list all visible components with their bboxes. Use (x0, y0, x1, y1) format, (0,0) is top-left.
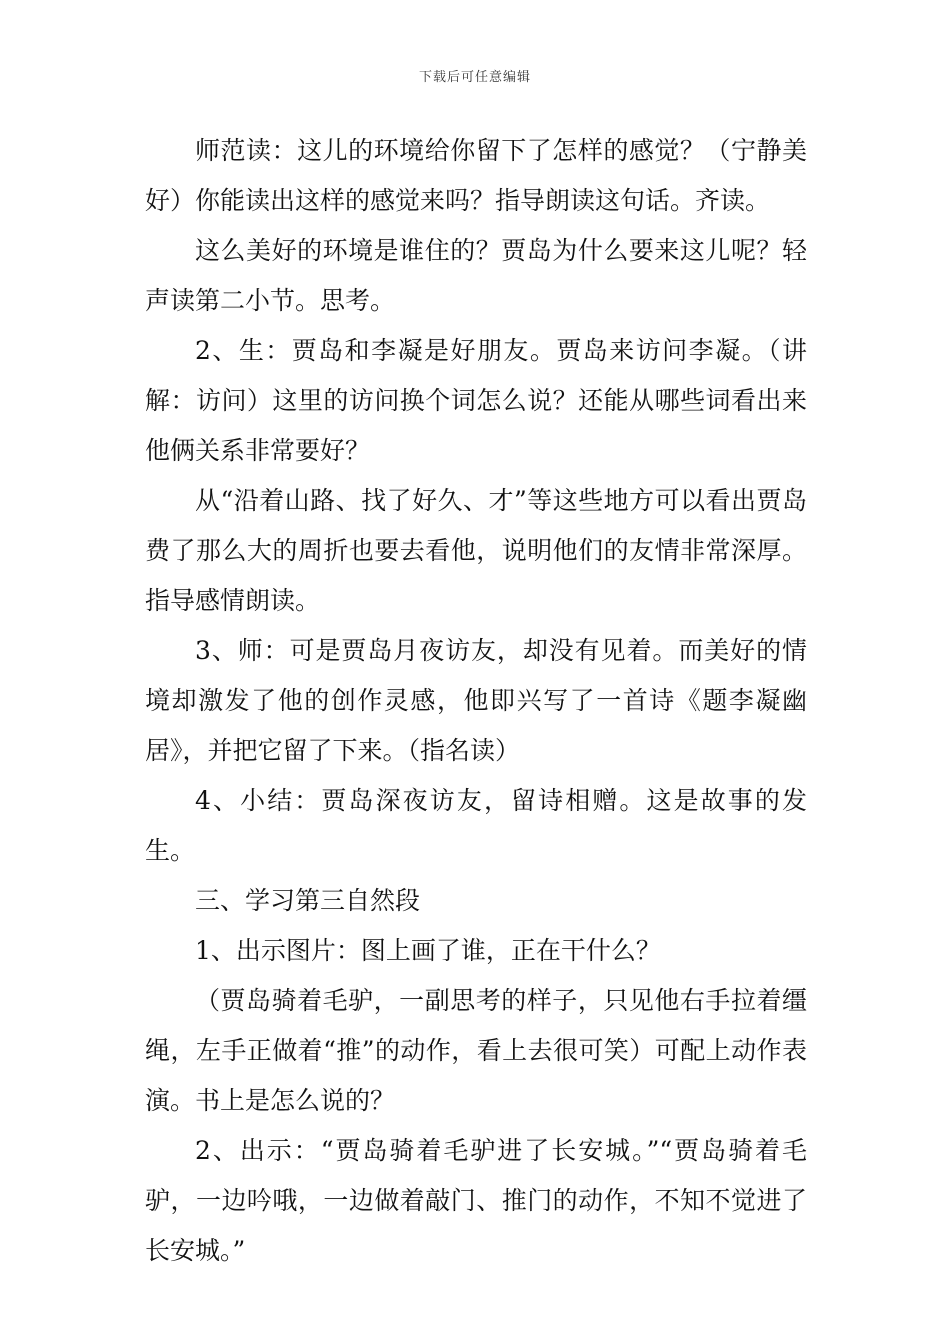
paragraph-show-quotes: 2、出示：“贾岛骑着毛驴进了长安城。”“贾岛骑着毛驴，一边吟哦，一边做着敲门、推门的动作，不知不觉进了长安城。” (145, 1136, 807, 1265)
section-heading: 三、学习第三自然段 (195, 886, 421, 915)
paragraph-teacher-reading: 师范读：这儿的环境给你留下了怎样的感觉？（宁静美好）你能读出这样的感觉来吗？指导朗读这句话。齐读。 (145, 136, 807, 215)
paragraph-poem: 3、师：可是贾岛月夜访友，却没有见着。而美好的情境却激发了他的创作灵感，他即兴写了一首诗《题李凝幽居》，并把它留了下来。（指名读） (145, 636, 807, 765)
paragraph-picture-description: （贾岛骑着毛驴，一副思考的样子，只见他右手拉着缰绳，左手正做着“推”的动作，看上去很可笑）可配上动作表演。书上是怎么说的？ (145, 986, 807, 1115)
paragraph-summary: 4、小结：贾岛深夜访友，留诗相赠。这是故事的发生。 (145, 786, 807, 865)
paragraph-student-friends: 2、生：贾岛和李凝是好朋友。贾岛来访问李凝。（讲解：访问）这里的访问换个词怎么说？还能从哪些词看出来他俩关系非常要好？ (145, 336, 807, 465)
paragraph-show-picture: 1、出示图片：图上画了谁，正在干什么？ (195, 936, 661, 965)
page-header: 下载后可任意编辑 (418, 70, 531, 85)
paragraph-friendship: 从“沿着山路、找了好久、才”等这些地方可以看出贾岛费了那么大的周折也要去看他，说明他们的友情非常深厚。指导感情朗读。 (145, 486, 807, 615)
paragraph-question-environment: 这么美好的环境是谁住的？贾岛为什么要来这儿呢？轻声读第二小节。思考。 (145, 236, 807, 315)
document-body (145, 126, 807, 1276)
